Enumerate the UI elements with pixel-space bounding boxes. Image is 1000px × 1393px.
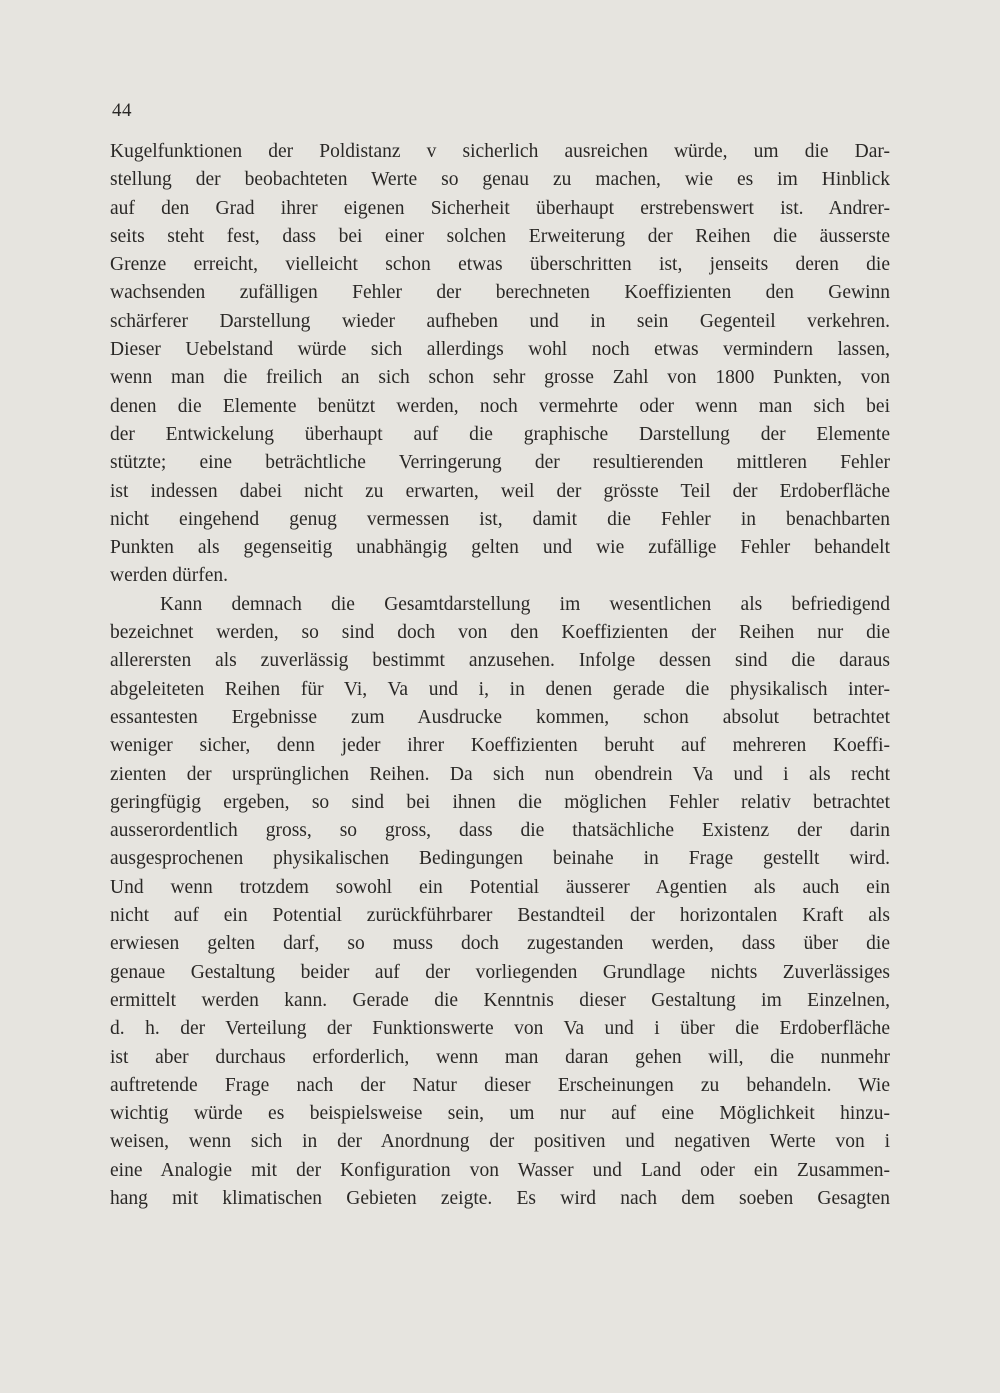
- text-line: eine Analogie mit der Konfiguration von Wasser und Land oder ein Zusammen-: [110, 1159, 890, 1181]
- text-line: stellung der beobachteten Werte so genau zu machen, wie es im Hinblick: [110, 169, 890, 191]
- text-line: Und wenn trotzdem sowohl ein Potential äusserer Agentien als auch ein: [110, 876, 890, 898]
- text-line: Kann demnach die Gesamtdarstellung im wesentlichen als befriedigend: [160, 593, 890, 615]
- page-number: 44: [112, 100, 132, 121]
- text-line: essantesten Ergebnisse zum Ausdrucke kommen, schon absolut betrachtet: [110, 706, 890, 728]
- text-line: ermittelt werden kann. Gerade die Kenntnis dieser Gestaltung im Einzelnen,: [110, 989, 890, 1011]
- text-line: bezeichnet werden, so sind doch von den Koeffizienten der Reihen nur die: [110, 622, 890, 644]
- text-line: ausgesprochenen physikalischen Bedingungen beinahe in Frage gestellt wird.: [110, 848, 890, 870]
- text-line: werden dürfen.: [110, 565, 229, 587]
- text-line: denen die Elemente benützt werden, noch vermehrte oder wenn man sich bei: [110, 395, 890, 417]
- text-line: ist aber durchaus erforderlich, wenn man daran gehen will, die nunmehr: [110, 1046, 890, 1068]
- text-line: nicht eingehend genug vermessen ist, damit die Fehler in benachbarten: [110, 508, 890, 530]
- text-line: zienten der ursprünglichen Reihen. Da sich nun obendrein Va und i als recht: [110, 763, 890, 785]
- text-line: Grenze erreicht, vielleicht schon etwas überschritten ist, jenseits deren die: [110, 254, 890, 276]
- text-line: schärferer Darstellung wieder aufheben und in sein Gegenteil verkehren.: [110, 310, 890, 332]
- text-line: geringfügig ergeben, so sind bei ihnen die möglichen Fehler relativ betrachtet: [110, 791, 890, 813]
- text-line: d. h. der Verteilung der Funktionswerte von Va und i über die Erdoberfläche: [110, 1018, 890, 1040]
- text-line: erwiesen gelten darf, so muss doch zugestanden werden, dass über die: [110, 933, 890, 955]
- text-line: auf den Grad ihrer eigenen Sicherheit überhaupt erstrebenswert ist. Andrer-: [110, 197, 890, 219]
- body-text: [110, 138, 890, 1213]
- text-line: abgeleiteten Reihen für Vi, Va und i, in denen gerade die physikalisch inter-: [110, 678, 890, 700]
- text-line: hang mit klimatischen Gebieten zeigte. Es wird nach dem soeben Gesagten: [110, 1187, 890, 1209]
- text-line: seits steht fest, dass bei einer solchen Erweiterung der Reihen die äusserste: [110, 225, 890, 247]
- text-line: wenn man die freilich an sich schon sehr grosse Zahl von 1800 Punkten, von: [110, 367, 890, 389]
- text-line: Punkten als gegenseitig unabhängig gelten und wie zufällige Fehler behandelt: [110, 537, 890, 559]
- text-line: stützte; eine beträchtliche Verringerung der resultierenden mittleren Fehler: [110, 452, 890, 474]
- text-line: auftretende Frage nach der Natur dieser Erscheinungen zu behandeln. Wie: [110, 1074, 890, 1096]
- text-line: weniger sicher, denn jeder ihrer Koeffizienten beruht auf mehreren Koeffi-: [110, 735, 890, 757]
- text-line: nicht auf ein Potential zurückführbarer Bestandteil der horizontalen Kraft als: [110, 905, 890, 927]
- text-line: weisen, wenn sich in der Anordnung der positiven und negativen Werte von i: [110, 1131, 890, 1153]
- text-line: wachsenden zufälligen Fehler der berechneten Koeffizienten den Gewinn: [110, 282, 890, 304]
- text-line: genaue Gestaltung beider auf der vorliegenden Grundlage nichts Zuverlässiges: [110, 961, 890, 983]
- text-line: ist indessen dabei nicht zu erwarten, weil der grösste Teil der Erdoberfläche: [110, 480, 890, 502]
- text-line: ausserordentlich gross, so gross, dass die thatsächliche Existenz der darin: [110, 820, 890, 842]
- text-line: Kugelfunktionen der Poldistanz v sicherlich ausreichen würde, um die Dar-: [110, 141, 890, 162]
- text-line: allerersten als zuverlässig bestimmt anzusehen. Infolge dessen sind die daraus: [110, 650, 890, 672]
- text-line: der Entwickelung überhaupt auf die graphische Darstellung der Elemente: [110, 423, 890, 445]
- text-line: wichtig würde es beispielsweise sein, um nur auf eine Möglichkeit hinzu-: [110, 1103, 890, 1125]
- text-line: Dieser Uebelstand würde sich allerdings wohl noch etwas vermindern lassen,: [110, 339, 890, 361]
